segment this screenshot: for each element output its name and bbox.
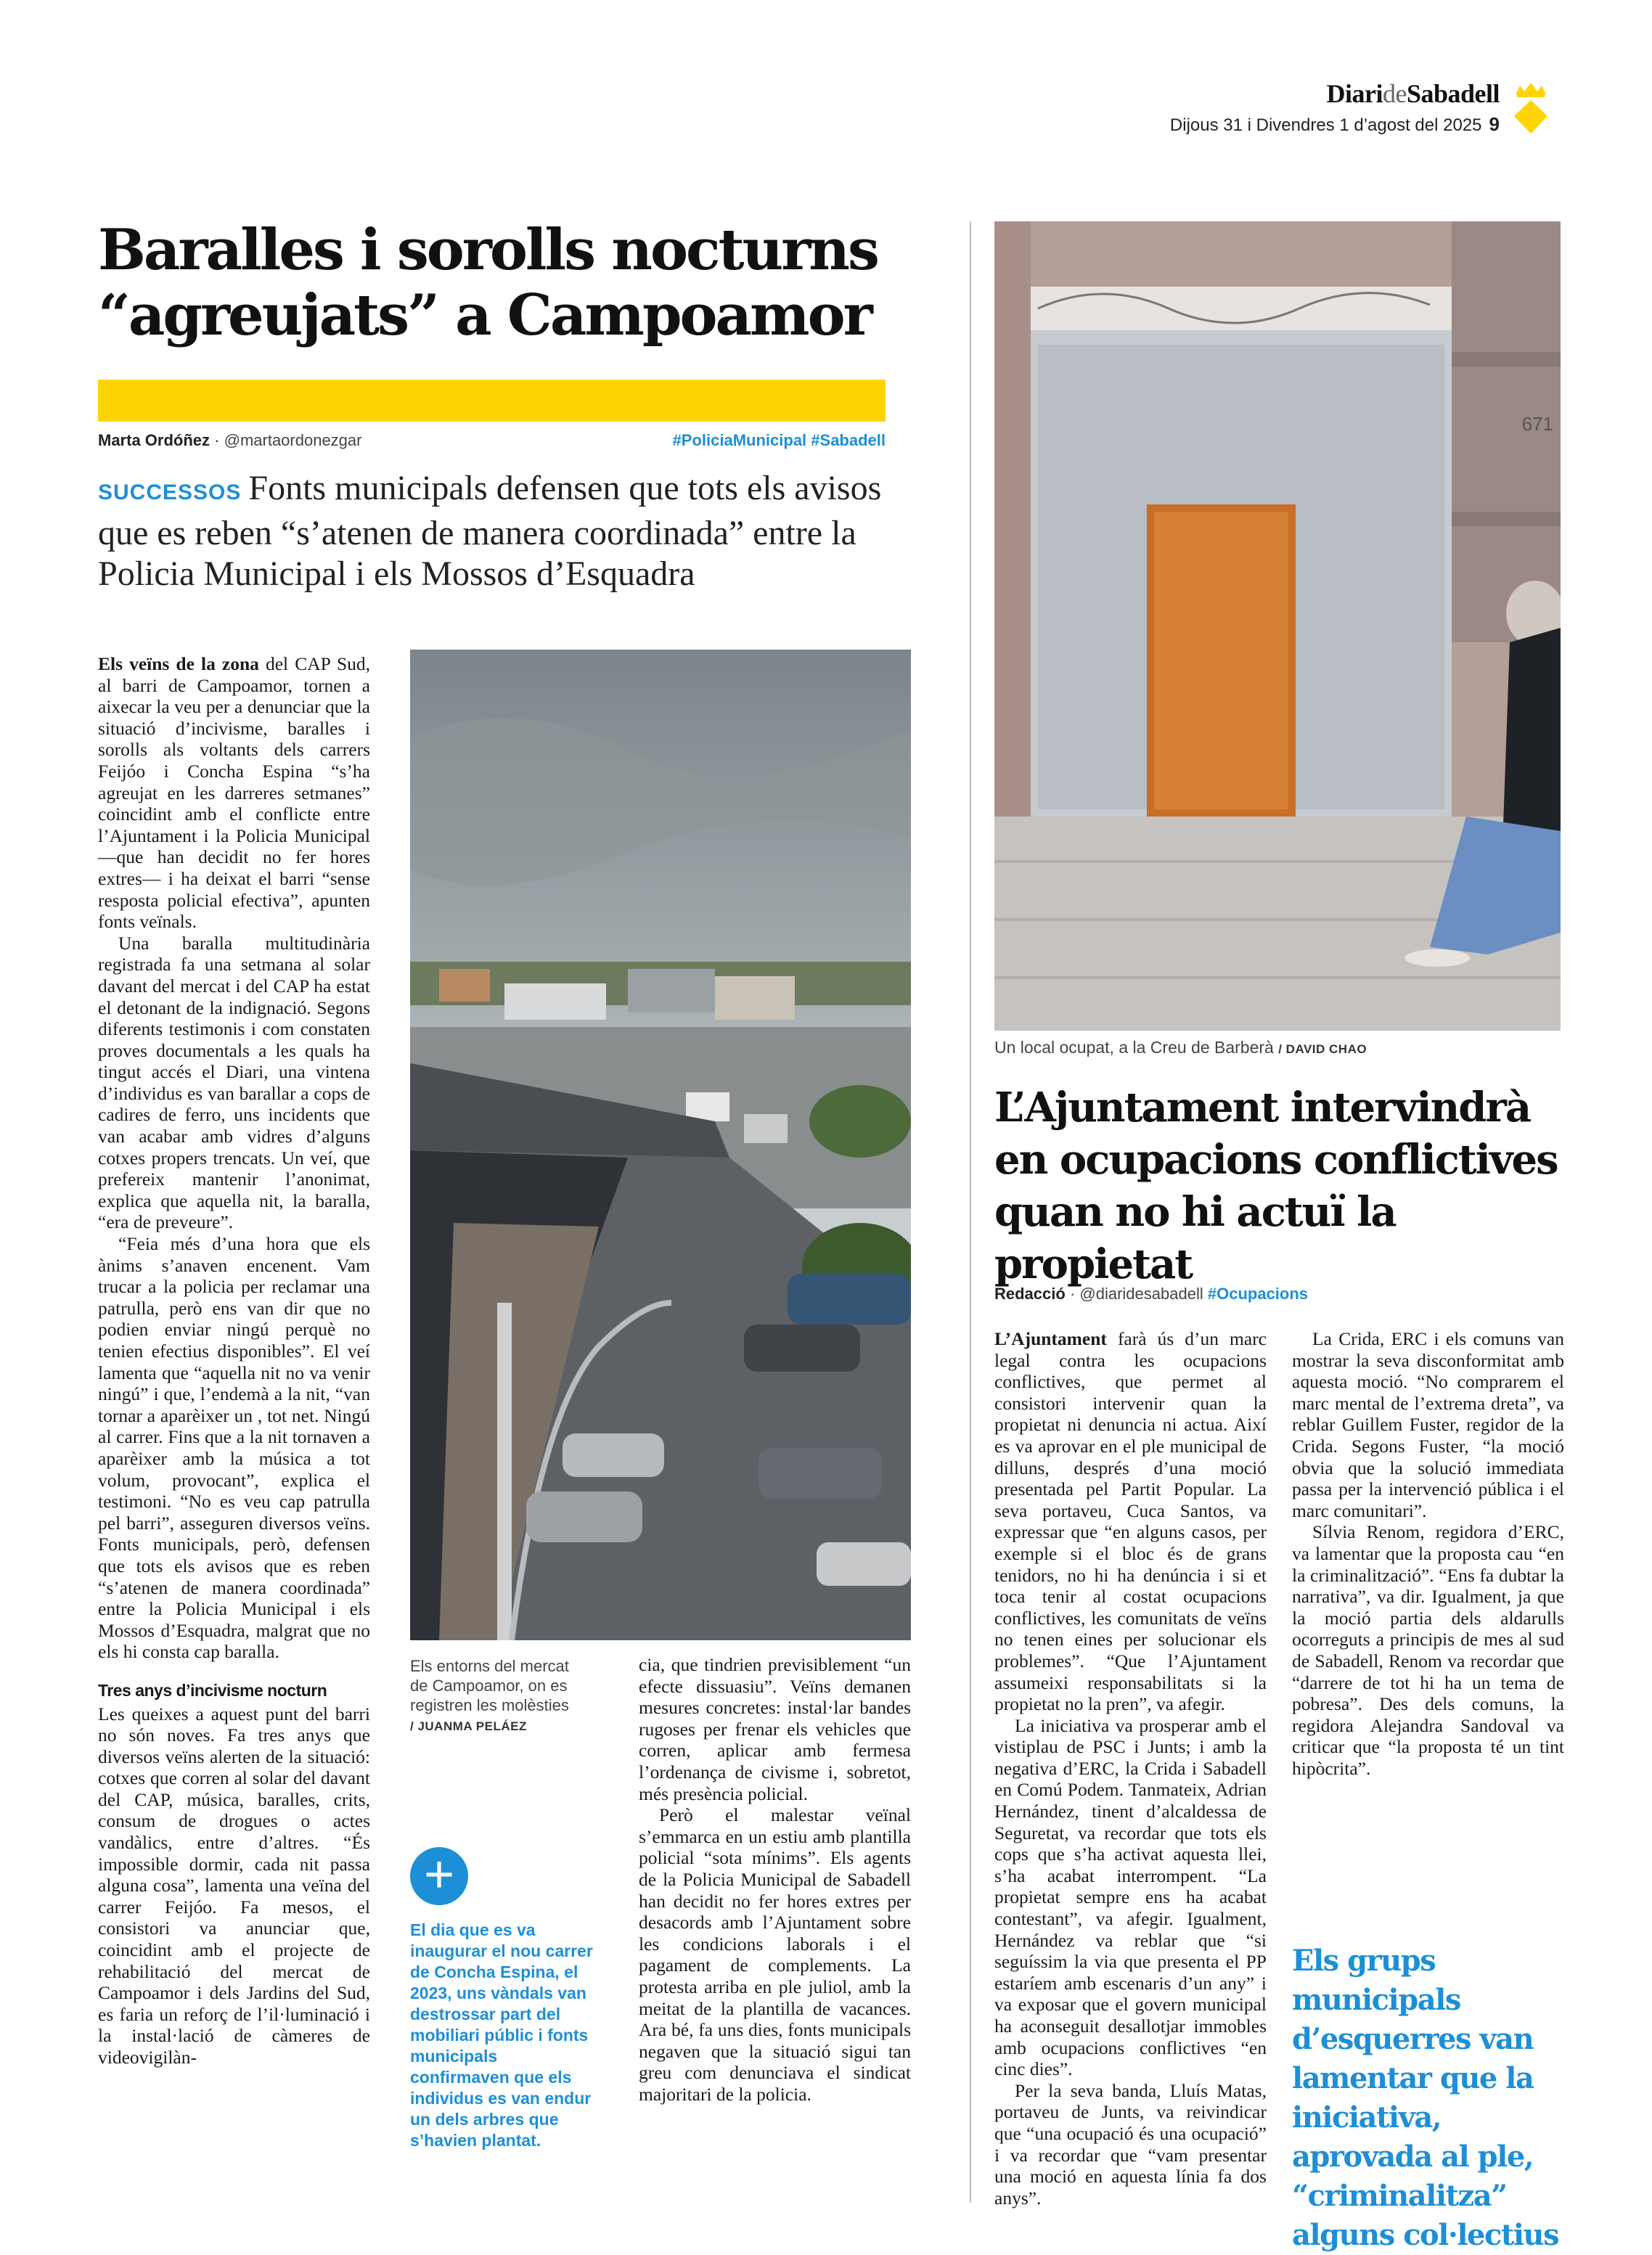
article2-byline: Redacció · @diaridesabadell #Ocupacions [994,1285,1309,1303]
section-label: SUCCESSOS [98,480,242,504]
article1-headline: Baralles i sorolls nocturns “agreujats” a Campoamor [98,217,878,348]
author-name: Redacció [994,1285,1066,1303]
photo2-credit: / DAVID CHAO [1278,1042,1367,1056]
page-number: 9 [1489,113,1500,135]
city-crest-icon [1511,81,1550,135]
pull-quote: Els grups municipals d’esquerres van lamentar que la iniciativa, aprovada al ple, “criminalitza” alguns col·lectius [1292,1944,1559,2252]
headline-accent-bar [98,380,886,422]
plus-icon: + [410,1847,468,1905]
callout-text: El dia que es va inaugurar el nou carrer de Concha Espina, el 2023, uns vàndals van destrossar part del mobiliari públic i fonts municipals confirmaven que els individus es van endur un dels arbres que s’havien plantat. [410,1920,593,2150]
article-tag[interactable]: #Ocupacions [1207,1285,1309,1303]
article1-byline: Marta Ordóñez · @martaordonezgar #PoliciaMunicipal #Sabadell [98,431,886,449]
masthead [1170,78,1500,136]
article1-column-1: Els veïns de la zona del CAP Sud, al barri de Campoamor, tornen a aixecar la veu per a denunciar que la situació d’incivisme, baralles i sorolls als voltants dels carrers Feijóo i Concha Espina “s’ha agreujat en les darreres setmanes” coincidint amb el conflicte entre l’Ajuntament i la Policia Municipal —que han decidit no fer hores extres— i ha deixat el barri “sense resposta policial efectiva”, apunten fonts veïnals. Una baralla multitudinària registrada fa una setmana al solar davant del mercat i del CAP ha estat el detonant de la indignació. Segons diferents testimonis i com constaten proves documentals a les quals ha tingut accés el Diari, una vintena d’individus es van barallar a cops de cadires de ferro, uns incidents que van acabar amb vidres d’alguns cotxes propers trencats. Un veí, que prefereix mantenir l’anonimat, explica que aquella nit, la baralla, “era de preveure”. “Feia més d’una hora que els ànims s’anaven encenent. Vam trucar a la policia per reclamar una patrulla, però ens van dir que no podien enviar ningú perquè no tenien efectius disponibles”. El veí lamenta que “aquella nit no va venir ningú” i que, l’endemà a la nit, “van tornar a aparèixer un , tot net. Ningú al carrer. Fins que a la nit tornaven a aparèixer amb la música a tot volum, provocant”, explica el testimoni. “No es veu cap patrulla pel barri”, asseguren diversos veïns. Fonts municipals, però, defensen que tots els avisos que es reben “s’atenen de manera coordinada” entre la Policia Municipal i els Mossos d’Esquadra, malgrat que no els hi consta cap baralla. Tres anys d’incivisme nocturn Les queixes a aquest punt del barri no són noves. Fa tres anys que diversos veïns alerten de la situació: cotxes que corren al solar del davant del CAP, música, baralles, crits, consum de drogues o actes vandàlics, entre d’altres. “És impossible dormir, cada nit passa alguna cosa”, lamenta una veïna del carrer Feijóo. Fa mesos, el consistori va anunciar que, coincidint amb el projecte de rehabilitació del mercat de Campoamor i dels Jardins del Sud, es faria un reforç de l’il·luminació i la instal·lació de càmeres de videovigilàn- [98,653,370,2068]
campoamor-photo [410,650,911,1640]
photo2-caption: Un local ocupat, a la Creu de Barberà / DAVID CHAO [994,1038,1367,1057]
occupied-local-photo [994,221,1561,1031]
article2-column-2: La Crida, ERC i els comuns van mostrar la seva disconformitat amb aquesta moció. “No comprarem el marc mental de l’extrema dreta”, va reblar Guillem Fuster, regidor de la Crida. Segons Fuster, “la moció obvia que la solució immediata passa per la intervenció pública i el marc comunitari”. Sílvia Renom, regidora d’ERC, va lamentar que la proposta cau “en la criminalització”. “Ens fa dubtar la narrativa”, va dir. Igualment, ja que la moció partia dels aldarulls ocorreguts a principis de mes al sud de Sabadell, Renom va recordar que “darrere de tot hi ha un tema de pobresa”. Des dels comuns, la regidora Alejandra Sandoval va criticar que “la proposta té un tint hipòcrita”. [1292,1328,1564,1779]
issue-date: Dijous 31 i Divendres 1 d’agost del 2025 9 [1169,113,1500,135]
article1-deck: SUCCESSOS Fonts municipals defensen que tots els avisos que es reben “s’atenen de manera coordinada” entre la Policia Municipal i els Mossos d’Esquadra [98,469,882,593]
author-name: Marta Ordóñez [98,431,210,449]
brand-logo: DiarideSabadell [1326,79,1500,108]
author-handle[interactable]: @diaridesabadell [1079,1285,1203,1303]
author-handle[interactable]: @martaordonezgar [224,431,362,449]
column-divider [970,221,971,2203]
article1-subhead: Tres anys d’incivisme nocturn [98,1680,327,1700]
photo1-caption: Els entorns del mercat de Campoamor, on es registren les molèsties / JUANMA PELÁEZ [410,1657,569,1733]
article-tags[interactable]: #PoliciaMunicipal #Sabadell [672,431,886,449]
article2-column-1: L’Ajuntament farà ús d’un marc legal contra les ocupacions conflictives, que permet al consistori intervenir quan la propietat ni denuncia ni actua. Així es va aprovar en el ple municipal de dilluns, després d’una moció presentada pel Partit Popular. La seva portaveu, Cuca Santos, va expressar que “en alguns casos, per exemple si el bloc és de grans tenidors, no hi ha denúncia i si et toca tenir al costat ocupacions conflictives, les comunitats de veïns no tenen eines per solucionar els problemes”. “Que l’Ajuntament assumeixi responsabilitats si la propietat no la pren”, va afegir. La iniciativa va prosperar amb el vistiplau de PSC i Junts; i amb la negativa d’ERC, la Crida i Sabadell en Comú Podem. Tanmateix, Adrian Hernández, tinent d’alcaldessa de Seguretat, va recordar que tots els cops que s’ha activat aquesta llei, s’ha acabat interrompent. “La propietat sempre ens ha acabat contestant”, va afegir. Igualment, Hernández va reblar que “si seguíssim la via que presenta el PP estaríem amb escenaris d’un any” i va exposar que el govern municipal ha aconseguit desallotjar immobles amb ocupacions conflictives “en cinc dies”. Per la seva banda, Lluís Matas, portaveu de Junts, va reivindicar que “una ocupació és una ocupació” i va recordar que “vam presentar una moció en aquesta línia fa dos anys”. [994,1328,1267,2209]
door-number: 671 [1521,413,1553,435]
article2-headline: L’Ajuntament intervindrà en ocupacions conflictives quan no hi actuï la propietat [994,1084,1558,1288]
photo1-credit: / JUANMA PELÁEZ [410,1719,527,1733]
article1-column-3: cia, que tindrien previsiblement “un efecte dissuasiu”. Veïns demanen mesures concretes: instal·lar bandes rugoses per frenar els vehicles que corren, aplicar amb fermesa l’ordenança de civisme i, sobretot, més presència policial. Però el malestar veïnal s’emmarca en un estiu amb plantilla policial “sota mínims”. Els agents de la Policia Municipal de Sabadell han decidit no fer hores extres per desacords amb l’Ajuntament sobre les condicions laborals i el pagament de complements. La protesta arriba en ple juliol, amb la meitat de la plantilla de vacances. Ara bé, fa uns dies, fonts municipals negaven que la situació sigui tan greu com denunciava el sindicat majoritari de la policia. [639,1654,911,2105]
